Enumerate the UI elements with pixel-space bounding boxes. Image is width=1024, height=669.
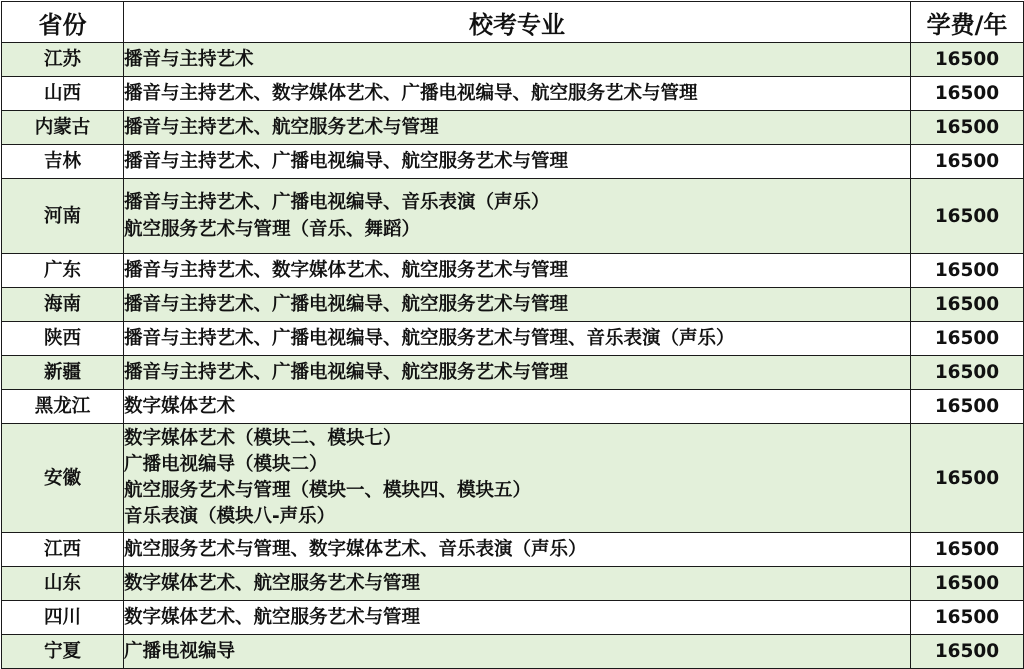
major-cell	[124, 567, 911, 601]
major-line: 航空服务艺术与管理（模块一、模块四、模块五）	[124, 480, 532, 501]
province-cell: 山西	[2, 77, 124, 111]
table-row	[2, 145, 1024, 179]
fee-cell: 16500	[911, 179, 1024, 254]
table-row	[2, 356, 1024, 390]
major-line: 播音与主持艺术	[124, 49, 254, 70]
table-row	[2, 424, 1024, 533]
major-cell	[124, 635, 911, 669]
header-major: 校考专业	[124, 2, 911, 43]
province-cell: 四川	[2, 601, 124, 635]
major-line: 数字媒体艺术	[124, 396, 236, 417]
fee-cell: 16500	[911, 356, 1024, 390]
major-line: 播音与主持艺术、广播电视编导、航空服务艺术与管理	[124, 362, 569, 383]
table-row	[2, 322, 1024, 356]
province-cell: 江西	[2, 533, 124, 567]
fee-cell: 16500	[911, 601, 1024, 635]
fee-cell: 16500	[911, 390, 1024, 424]
table-row	[2, 390, 1024, 424]
major-line: 航空服务艺术与管理（音乐、舞蹈）	[124, 219, 421, 240]
province-cell: 海南	[2, 288, 124, 322]
province-cell: 陕西	[2, 322, 124, 356]
tuition-table	[1, 1, 1024, 669]
province-cell: 山东	[2, 567, 124, 601]
table-row	[2, 77, 1024, 111]
table-row	[2, 601, 1024, 635]
major-line: 数字媒体艺术、航空服务艺术与管理	[124, 607, 421, 628]
major-cell	[124, 356, 911, 390]
fee-cell: 16500	[911, 322, 1024, 356]
major-line: 数字媒体艺术、航空服务艺术与管理	[124, 573, 421, 594]
fee-cell: 16500	[911, 77, 1024, 111]
fee-cell: 16500	[911, 567, 1024, 601]
major-cell	[124, 424, 911, 533]
major-cell	[124, 322, 911, 356]
major-line: 播音与主持艺术、广播电视编导、航空服务艺术与管理	[124, 151, 569, 172]
province-cell: 江苏	[2, 43, 124, 77]
province-cell: 黑龙江	[2, 390, 124, 424]
major-cell	[124, 601, 911, 635]
fee-cell: 16500	[911, 111, 1024, 145]
major-line: 播音与主持艺术、广播电视编导、音乐表演（声乐）	[124, 192, 550, 213]
major-line: 播音与主持艺术、航空服务艺术与管理	[124, 117, 439, 138]
table-row	[2, 179, 1024, 254]
major-line: 数字媒体艺术（模块二、模块七）	[124, 428, 402, 449]
major-line: 播音与主持艺术、数字媒体艺术、广播电视编导、航空服务艺术与管理	[124, 83, 698, 104]
table-row	[2, 567, 1024, 601]
table-row	[2, 533, 1024, 567]
major-cell	[124, 43, 911, 77]
fee-cell: 16500	[911, 424, 1024, 533]
major-cell	[124, 111, 911, 145]
major-line: 航空服务艺术与管理、数字媒体艺术、音乐表演（声乐）	[124, 539, 587, 560]
major-line: 广播电视编导（模块二）	[124, 454, 328, 475]
fee-cell: 16500	[911, 254, 1024, 288]
major-line: 音乐表演（模块八-声乐）	[124, 506, 336, 527]
major-cell	[124, 533, 911, 567]
major-line: 播音与主持艺术、广播电视编导、航空服务艺术与管理、音乐表演（声乐）	[124, 328, 735, 349]
major-cell	[124, 390, 911, 424]
table-row	[2, 635, 1024, 669]
major-line: 播音与主持艺术、广播电视编导、航空服务艺术与管理	[124, 294, 569, 315]
fee-cell: 16500	[911, 635, 1024, 669]
province-cell: 吉林	[2, 145, 124, 179]
major-cell	[124, 145, 911, 179]
fee-cell: 16500	[911, 533, 1024, 567]
table-body	[2, 43, 1024, 669]
header-fee: 学费/年	[911, 2, 1024, 43]
major-line: 播音与主持艺术、数字媒体艺术、航空服务艺术与管理	[124, 260, 569, 281]
header-province: 省份	[2, 2, 124, 43]
province-cell: 内蒙古	[2, 111, 124, 145]
province-cell: 河南	[2, 179, 124, 254]
major-cell	[124, 179, 911, 254]
fee-cell: 16500	[911, 145, 1024, 179]
table-row	[2, 254, 1024, 288]
major-cell	[124, 77, 911, 111]
table-row	[2, 288, 1024, 322]
province-cell: 宁夏	[2, 635, 124, 669]
province-cell: 新疆	[2, 356, 124, 390]
major-cell	[124, 254, 911, 288]
table-row	[2, 111, 1024, 145]
fee-cell: 16500	[911, 288, 1024, 322]
table-row	[2, 43, 1024, 77]
major-line: 广播电视编导	[124, 641, 236, 662]
province-cell: 安徽	[2, 424, 124, 533]
province-cell: 广东	[2, 254, 124, 288]
major-cell	[124, 288, 911, 322]
header-row	[2, 2, 1024, 43]
fee-cell: 16500	[911, 43, 1024, 77]
